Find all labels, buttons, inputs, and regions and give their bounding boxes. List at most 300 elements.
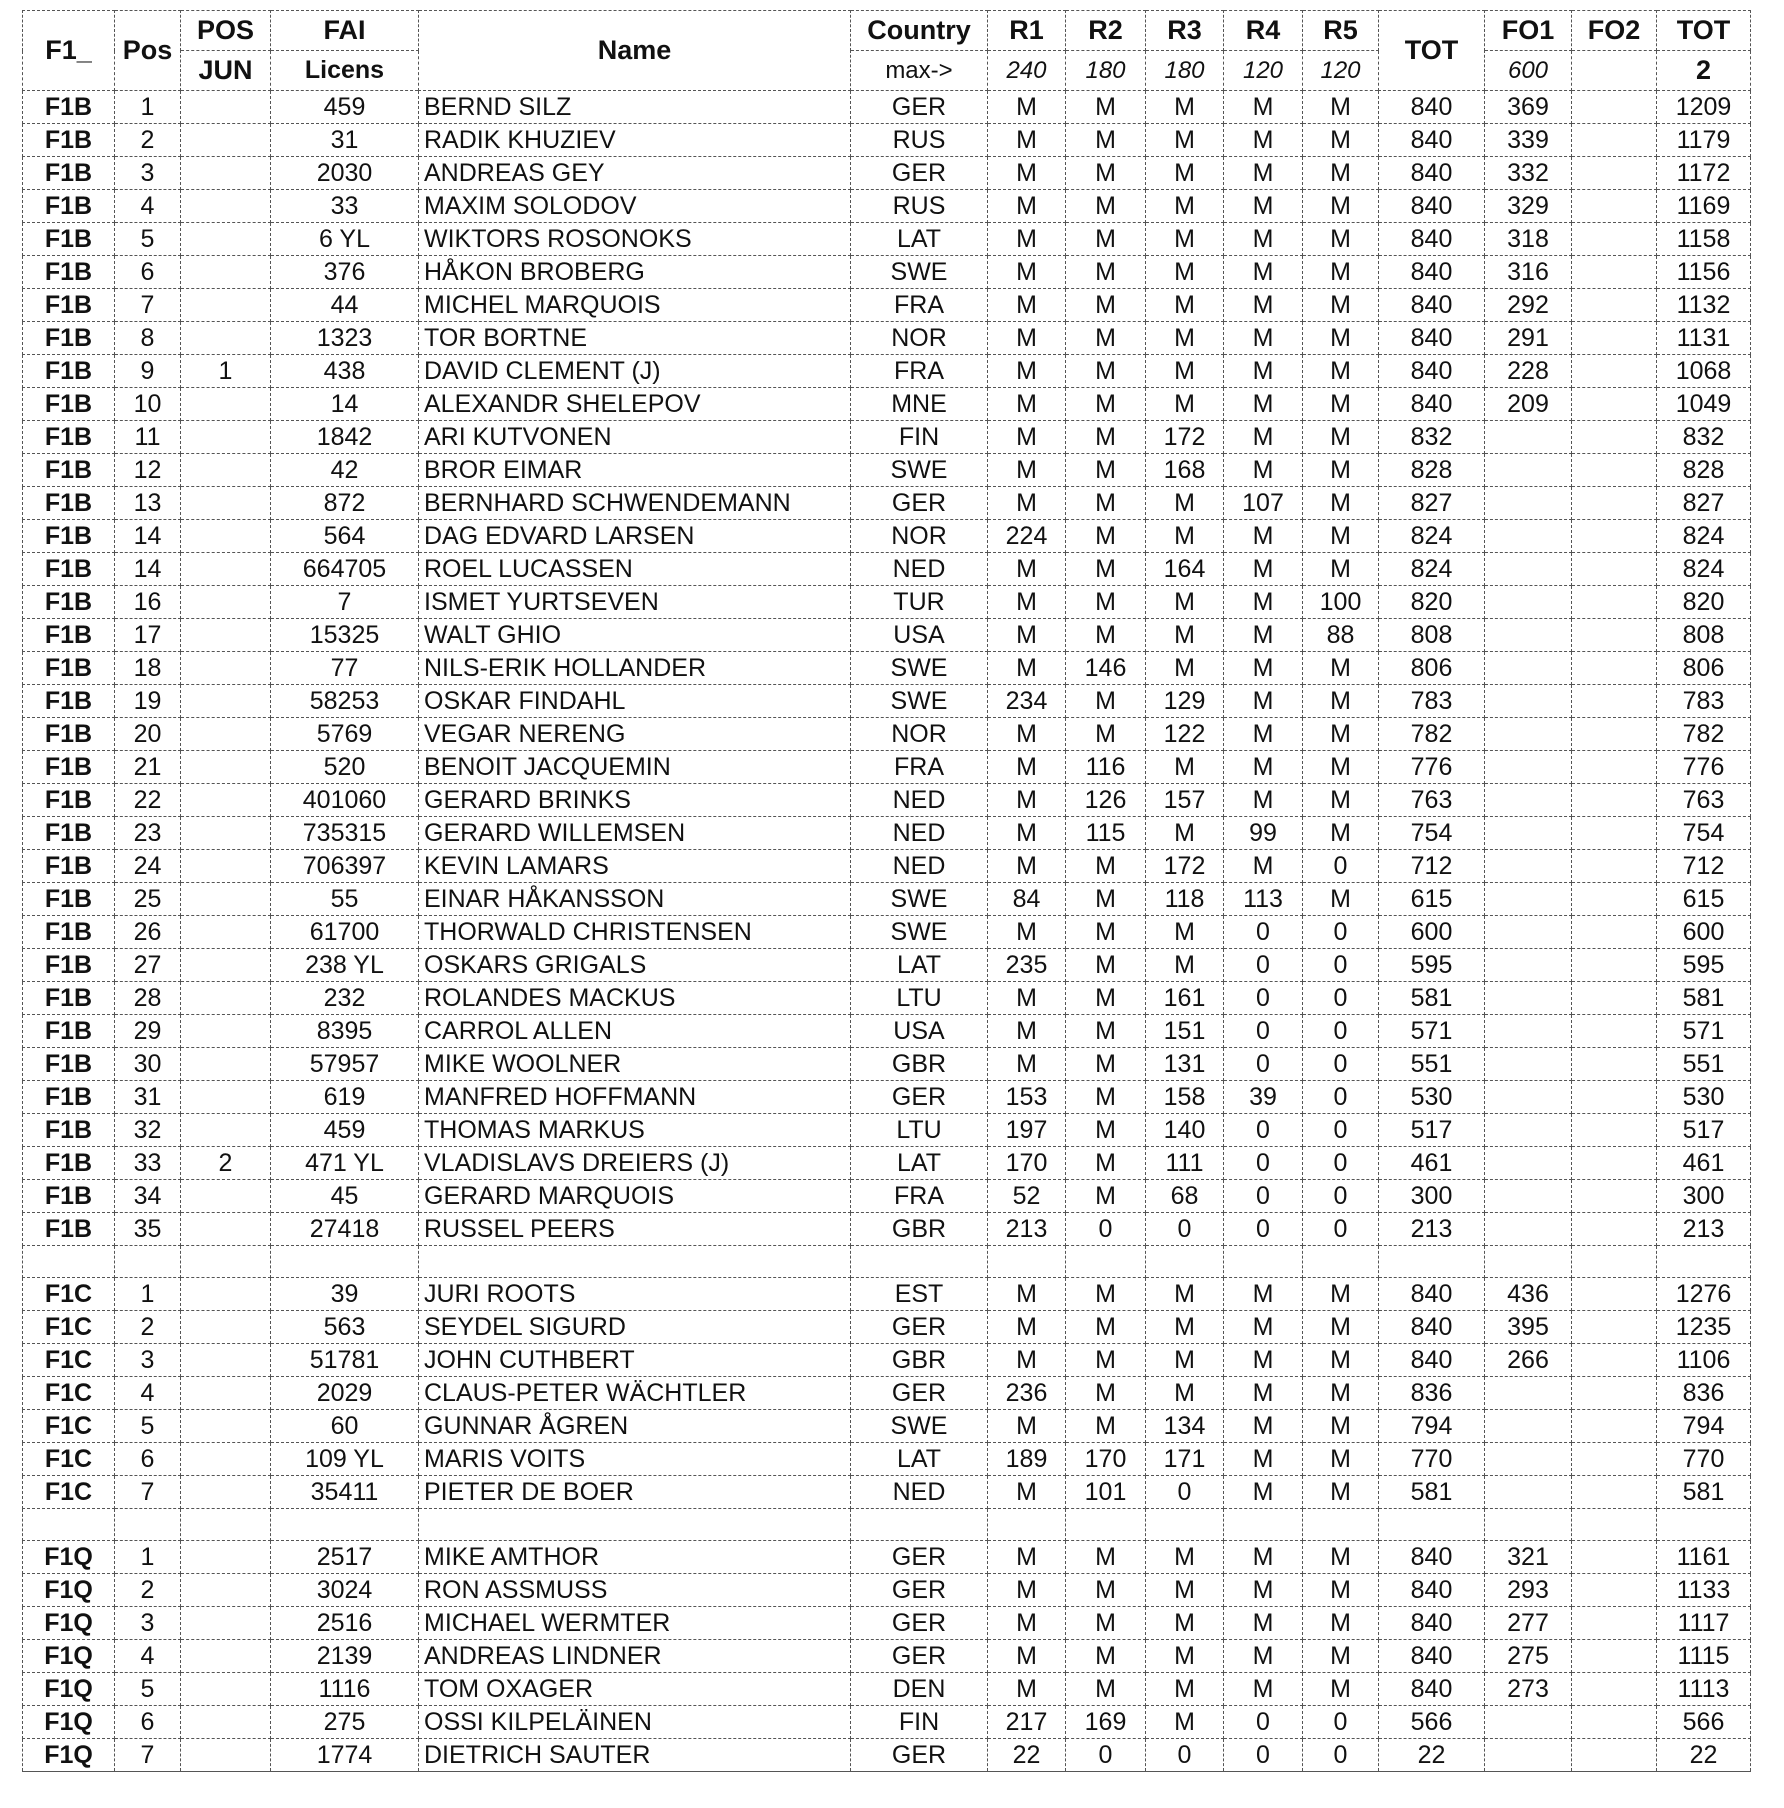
table-row — [23, 1607, 1751, 1640]
cell-r4: 99 — [1224, 817, 1303, 850]
cell-r2: M — [1066, 553, 1146, 586]
cell-r3: M — [1146, 1706, 1224, 1739]
cell-r2: 116 — [1066, 751, 1146, 784]
cell-r4: M — [1224, 256, 1303, 289]
table-row — [23, 1180, 1751, 1213]
header-pos-jun-bottom: JUN — [181, 51, 271, 91]
cell-r5: M — [1303, 1410, 1379, 1443]
cell-r2: M — [1066, 223, 1146, 256]
table-row — [23, 784, 1751, 817]
cell-r2: M — [1066, 1574, 1146, 1607]
cell-fai-licence: 520 — [271, 751, 419, 784]
cell-tot2: 1235 — [1657, 1311, 1751, 1344]
cell-tot: 808 — [1379, 619, 1485, 652]
cell-fo1 — [1485, 784, 1572, 817]
cell-r3: M — [1146, 91, 1224, 124]
cell-r3: 171 — [1146, 1443, 1224, 1476]
cell-fai-licence: 15325 — [271, 619, 419, 652]
cell-r5: 0 — [1303, 1739, 1379, 1772]
cell-tot2: 828 — [1657, 454, 1751, 487]
cell-fo1 — [1485, 1443, 1572, 1476]
cell-r4: M — [1224, 322, 1303, 355]
cell-country: LAT — [851, 1147, 988, 1180]
cell-r5: M — [1303, 322, 1379, 355]
results-table — [22, 10, 1751, 1772]
cell-fo1: 332 — [1485, 157, 1572, 190]
table-row — [23, 1443, 1751, 1476]
table-header — [23, 11, 1751, 91]
cell-tot: 840 — [1379, 1607, 1485, 1640]
cell-pos: 1 — [115, 1278, 181, 1311]
cell-fai-licence: 735315 — [271, 817, 419, 850]
cell-class: F1B — [23, 322, 115, 355]
cell-r4: M — [1224, 1311, 1303, 1344]
cell-pos: 2 — [115, 124, 181, 157]
cell-r2: M — [1066, 1048, 1146, 1081]
cell-pos: 1 — [115, 91, 181, 124]
cell-fo1: 275 — [1485, 1640, 1572, 1673]
cell-pos-jun — [181, 652, 271, 685]
cell-fai-licence: 35411 — [271, 1476, 419, 1509]
cell-name: ROLANDES MACKUS — [419, 982, 851, 1015]
cell-pos-jun — [181, 949, 271, 982]
table-row — [23, 124, 1751, 157]
cell-r2: M — [1066, 1114, 1146, 1147]
cell-r5: M — [1303, 1377, 1379, 1410]
cell-class: F1B — [23, 784, 115, 817]
cell-pos: 25 — [115, 883, 181, 916]
cell-pos-jun — [181, 421, 271, 454]
cell-class: F1C — [23, 1278, 115, 1311]
cell-class: F1C — [23, 1344, 115, 1377]
cell-fo1 — [1485, 883, 1572, 916]
cell-pos: 30 — [115, 1048, 181, 1081]
empty-cell — [1657, 1246, 1751, 1278]
cell-r2: M — [1066, 982, 1146, 1015]
cell-fo1 — [1485, 982, 1572, 1015]
cell-r5: M — [1303, 421, 1379, 454]
cell-country: GER — [851, 1607, 988, 1640]
cell-fo1 — [1485, 1114, 1572, 1147]
cell-name: WIKTORS ROSONOKS — [419, 223, 851, 256]
cell-tot2: 1276 — [1657, 1278, 1751, 1311]
cell-fai-licence: 232 — [271, 982, 419, 1015]
empty-cell — [1379, 1246, 1485, 1278]
cell-fo1: 292 — [1485, 289, 1572, 322]
cell-class: F1C — [23, 1377, 115, 1410]
cell-r4: 0 — [1224, 1706, 1303, 1739]
empty-cell — [181, 1509, 271, 1541]
cell-pos-jun — [181, 1640, 271, 1673]
cell-fo1: 436 — [1485, 1278, 1572, 1311]
cell-r3: M — [1146, 1278, 1224, 1311]
cell-name: MICHEL MARQUOIS — [419, 289, 851, 322]
table-row — [23, 817, 1751, 850]
cell-r5: M — [1303, 454, 1379, 487]
cell-r3: M — [1146, 1574, 1224, 1607]
cell-r4: 0 — [1224, 1048, 1303, 1081]
cell-r5: M — [1303, 1574, 1379, 1607]
cell-tot2: 1132 — [1657, 289, 1751, 322]
cell-r5: M — [1303, 1476, 1379, 1509]
cell-country: GBR — [851, 1213, 988, 1246]
cell-fai-licence: 31 — [271, 124, 419, 157]
cell-name: KEVIN LAMARS — [419, 850, 851, 883]
cell-country: GER — [851, 1739, 988, 1772]
cell-r2: M — [1066, 124, 1146, 157]
header-tot2-bottom: 2 — [1657, 51, 1751, 91]
cell-fai-licence: 376 — [271, 256, 419, 289]
cell-country: SWE — [851, 685, 988, 718]
table-row — [23, 487, 1751, 520]
cell-fo2 — [1572, 322, 1657, 355]
table-row — [23, 1114, 1751, 1147]
max-r5: 120 — [1303, 51, 1379, 91]
cell-fo1 — [1485, 1180, 1572, 1213]
cell-name: MIKE AMTHOR — [419, 1541, 851, 1574]
cell-pos-jun: 2 — [181, 1147, 271, 1180]
cell-fo2 — [1572, 850, 1657, 883]
cell-tot: 824 — [1379, 553, 1485, 586]
cell-r1: 236 — [988, 1377, 1066, 1410]
header-fo2: FO2 — [1572, 11, 1657, 51]
cell-country: SWE — [851, 256, 988, 289]
cell-fai-licence: 563 — [271, 1311, 419, 1344]
cell-fai-licence: 109 YL — [271, 1443, 419, 1476]
cell-pos-jun — [181, 1739, 271, 1772]
cell-fo1 — [1485, 1048, 1572, 1081]
empty-cell — [115, 1246, 181, 1278]
cell-r1: M — [988, 916, 1066, 949]
cell-r2: M — [1066, 322, 1146, 355]
cell-r5: M — [1303, 520, 1379, 553]
cell-r5: M — [1303, 289, 1379, 322]
cell-country: FIN — [851, 1706, 988, 1739]
cell-fai-licence: 1323 — [271, 322, 419, 355]
cell-pos-jun — [181, 1015, 271, 1048]
cell-r5: M — [1303, 817, 1379, 850]
cell-fai-licence: 1842 — [271, 421, 419, 454]
cell-fo2 — [1572, 124, 1657, 157]
table-row — [23, 1410, 1751, 1443]
cell-r5: 0 — [1303, 1114, 1379, 1147]
cell-pos-jun — [181, 1344, 271, 1377]
cell-fo1: 369 — [1485, 91, 1572, 124]
cell-country: LTU — [851, 982, 988, 1015]
cell-class: F1B — [23, 1147, 115, 1180]
cell-tot2: 1106 — [1657, 1344, 1751, 1377]
cell-tot2: 1131 — [1657, 322, 1751, 355]
cell-pos: 28 — [115, 982, 181, 1015]
table-row — [23, 1476, 1751, 1509]
cell-fai-licence: 57957 — [271, 1048, 419, 1081]
table-row — [23, 322, 1751, 355]
cell-country: LAT — [851, 223, 988, 256]
cell-pos: 6 — [115, 256, 181, 289]
cell-pos-jun — [181, 157, 271, 190]
cell-fo1 — [1485, 1410, 1572, 1443]
cell-name: TOM OXAGER — [419, 1673, 851, 1706]
cell-r1: M — [988, 157, 1066, 190]
cell-pos-jun — [181, 883, 271, 916]
header-pos: Pos — [115, 11, 181, 91]
cell-fai-licence: 51781 — [271, 1344, 419, 1377]
cell-name: ARI KUTVONEN — [419, 421, 851, 454]
cell-r1: M — [988, 1476, 1066, 1509]
cell-pos-jun — [181, 1673, 271, 1706]
cell-r5: 0 — [1303, 1213, 1379, 1246]
cell-r5: 0 — [1303, 949, 1379, 982]
cell-name: JURI ROOTS — [419, 1278, 851, 1311]
cell-r5: M — [1303, 883, 1379, 916]
empty-cell — [1146, 1246, 1224, 1278]
cell-class: F1B — [23, 685, 115, 718]
cell-tot: 840 — [1379, 190, 1485, 223]
cell-tot2: 1169 — [1657, 190, 1751, 223]
cell-r3: M — [1146, 355, 1224, 388]
cell-class: F1Q — [23, 1673, 115, 1706]
cell-name: BERND SILZ — [419, 91, 851, 124]
cell-r5: M — [1303, 1673, 1379, 1706]
cell-fo2 — [1572, 157, 1657, 190]
cell-r2: M — [1066, 289, 1146, 322]
cell-name: ANDREAS LINDNER — [419, 1640, 851, 1673]
cell-pos: 3 — [115, 157, 181, 190]
cell-tot2: 836 — [1657, 1377, 1751, 1410]
cell-fo2 — [1572, 1147, 1657, 1180]
cell-r3: M — [1146, 487, 1224, 520]
section-gap-row — [23, 1509, 1751, 1541]
cell-name: MICHAEL WERMTER — [419, 1607, 851, 1640]
cell-r3: 172 — [1146, 421, 1224, 454]
cell-tot: 581 — [1379, 982, 1485, 1015]
cell-country: EST — [851, 1278, 988, 1311]
cell-tot: 840 — [1379, 1311, 1485, 1344]
cell-r4: M — [1224, 124, 1303, 157]
cell-class: F1B — [23, 949, 115, 982]
cell-fo1: 318 — [1485, 223, 1572, 256]
cell-r5: 0 — [1303, 1015, 1379, 1048]
cell-tot: 300 — [1379, 1180, 1485, 1213]
cell-r1: M — [988, 256, 1066, 289]
cell-r1: 224 — [988, 520, 1066, 553]
cell-name: DAG EDVARD LARSEN — [419, 520, 851, 553]
cell-fo2 — [1572, 1278, 1657, 1311]
cell-tot2: 1113 — [1657, 1673, 1751, 1706]
cell-fai-licence: 2516 — [271, 1607, 419, 1640]
cell-fo1 — [1485, 718, 1572, 751]
empty-cell — [1379, 1509, 1485, 1541]
cell-name: PIETER DE BOER — [419, 1476, 851, 1509]
cell-country: NED — [851, 850, 988, 883]
cell-pos-jun — [181, 982, 271, 1015]
cell-tot2: 806 — [1657, 652, 1751, 685]
table-row — [23, 1278, 1751, 1311]
cell-fo2 — [1572, 1081, 1657, 1114]
cell-tot2: 824 — [1657, 553, 1751, 586]
cell-class: F1B — [23, 1213, 115, 1246]
cell-r3: M — [1146, 1640, 1224, 1673]
cell-country: GER — [851, 157, 988, 190]
cell-country: SWE — [851, 883, 988, 916]
cell-pos-jun — [181, 1311, 271, 1344]
cell-r2: 146 — [1066, 652, 1146, 685]
cell-r3: 68 — [1146, 1180, 1224, 1213]
cell-r4: 0 — [1224, 1213, 1303, 1246]
cell-r4: M — [1224, 355, 1303, 388]
cell-fo2 — [1572, 1574, 1657, 1607]
table-row — [23, 1213, 1751, 1246]
cell-r2: M — [1066, 1278, 1146, 1311]
max-fo2 — [1572, 51, 1657, 91]
cell-pos-jun — [181, 91, 271, 124]
cell-country: NED — [851, 817, 988, 850]
cell-r5: M — [1303, 91, 1379, 124]
cell-tot2: 517 — [1657, 1114, 1751, 1147]
cell-country: NOR — [851, 718, 988, 751]
cell-r4: 0 — [1224, 1015, 1303, 1048]
cell-r4: M — [1224, 454, 1303, 487]
cell-tot: 806 — [1379, 652, 1485, 685]
cell-r2: 101 — [1066, 1476, 1146, 1509]
cell-tot: 840 — [1379, 388, 1485, 421]
cell-r2: M — [1066, 355, 1146, 388]
cell-name: ALEXANDR SHELEPOV — [419, 388, 851, 421]
cell-pos-jun — [181, 1607, 271, 1640]
cell-r4: M — [1224, 1410, 1303, 1443]
empty-cell — [23, 1509, 115, 1541]
table-row — [23, 586, 1751, 619]
cell-class: F1B — [23, 124, 115, 157]
cell-r1: M — [988, 718, 1066, 751]
cell-r4: 0 — [1224, 982, 1303, 1015]
cell-r1: M — [988, 784, 1066, 817]
cell-r5: 88 — [1303, 619, 1379, 652]
cell-tot2: 595 — [1657, 949, 1751, 982]
cell-fo1 — [1485, 1739, 1572, 1772]
cell-class: F1B — [23, 586, 115, 619]
cell-pos: 3 — [115, 1344, 181, 1377]
cell-pos-jun — [181, 1081, 271, 1114]
cell-name: MIKE WOOLNER — [419, 1048, 851, 1081]
cell-fai-licence: 58253 — [271, 685, 419, 718]
cell-country: USA — [851, 619, 988, 652]
cell-fai-licence: 2517 — [271, 1541, 419, 1574]
cell-r1: 234 — [988, 685, 1066, 718]
cell-name: GERARD WILLEMSEN — [419, 817, 851, 850]
cell-r1: M — [988, 751, 1066, 784]
cell-pos: 11 — [115, 421, 181, 454]
empty-cell — [1572, 1246, 1657, 1278]
cell-fo1: 395 — [1485, 1311, 1572, 1344]
cell-country: SWE — [851, 1410, 988, 1443]
cell-fo1 — [1485, 1706, 1572, 1739]
cell-fo2 — [1572, 982, 1657, 1015]
cell-fo2 — [1572, 949, 1657, 982]
cell-r2: M — [1066, 388, 1146, 421]
cell-r3: M — [1146, 322, 1224, 355]
cell-tot2: 794 — [1657, 1410, 1751, 1443]
cell-fo2 — [1572, 1410, 1657, 1443]
cell-r1: M — [988, 1541, 1066, 1574]
cell-pos: 16 — [115, 586, 181, 619]
cell-country: FRA — [851, 751, 988, 784]
cell-r5: M — [1303, 355, 1379, 388]
cell-fo2 — [1572, 454, 1657, 487]
header-row-bottom — [23, 51, 1751, 91]
cell-fo1 — [1485, 553, 1572, 586]
cell-r2: M — [1066, 1410, 1146, 1443]
header-r3: R3 — [1146, 11, 1224, 51]
max-r3: 180 — [1146, 51, 1224, 91]
cell-fo2 — [1572, 1114, 1657, 1147]
cell-fo1: 277 — [1485, 1607, 1572, 1640]
cell-fo1: 291 — [1485, 322, 1572, 355]
cell-fo1 — [1485, 1476, 1572, 1509]
cell-r5: M — [1303, 1607, 1379, 1640]
cell-country: GBR — [851, 1344, 988, 1377]
cell-class: F1Q — [23, 1739, 115, 1772]
table-row — [23, 916, 1751, 949]
cell-country: NOR — [851, 520, 988, 553]
cell-r1: M — [988, 1574, 1066, 1607]
table-row — [23, 520, 1751, 553]
empty-cell — [1066, 1246, 1146, 1278]
cell-r3: M — [1146, 586, 1224, 619]
cell-r1: M — [988, 322, 1066, 355]
cell-r3: M — [1146, 1607, 1224, 1640]
cell-r2: M — [1066, 1081, 1146, 1114]
cell-fo2 — [1572, 1443, 1657, 1476]
cell-tot2: 213 — [1657, 1213, 1751, 1246]
cell-fo2 — [1572, 1048, 1657, 1081]
cell-r3: M — [1146, 157, 1224, 190]
cell-tot: 551 — [1379, 1048, 1485, 1081]
cell-name: THORWALD CHRISTENSEN — [419, 916, 851, 949]
cell-fo2 — [1572, 916, 1657, 949]
cell-fo2 — [1572, 1213, 1657, 1246]
empty-cell — [1303, 1246, 1379, 1278]
cell-tot: 783 — [1379, 685, 1485, 718]
cell-country: GER — [851, 1574, 988, 1607]
cell-r5: M — [1303, 718, 1379, 751]
cell-fo1 — [1485, 1213, 1572, 1246]
table-row — [23, 685, 1751, 718]
cell-tot2: 566 — [1657, 1706, 1751, 1739]
cell-tot2: 1115 — [1657, 1640, 1751, 1673]
cell-r2: M — [1066, 520, 1146, 553]
cell-r1: M — [988, 1410, 1066, 1443]
cell-pos-jun — [181, 1476, 271, 1509]
cell-fo2 — [1572, 1015, 1657, 1048]
cell-fo2 — [1572, 487, 1657, 520]
cell-country: FRA — [851, 289, 988, 322]
empty-cell — [1146, 1509, 1224, 1541]
table-row — [23, 652, 1751, 685]
cell-fo2 — [1572, 1180, 1657, 1213]
cell-r3: M — [1146, 652, 1224, 685]
cell-name: MAXIM SOLODOV — [419, 190, 851, 223]
cell-pos: 14 — [115, 520, 181, 553]
cell-class: F1B — [23, 388, 115, 421]
cell-tot: 461 — [1379, 1147, 1485, 1180]
cell-fo1 — [1485, 1015, 1572, 1048]
cell-country: GER — [851, 1377, 988, 1410]
cell-r4: M — [1224, 1607, 1303, 1640]
cell-r1: M — [988, 454, 1066, 487]
cell-r3: 129 — [1146, 685, 1224, 718]
header-tot: TOT — [1379, 11, 1485, 91]
